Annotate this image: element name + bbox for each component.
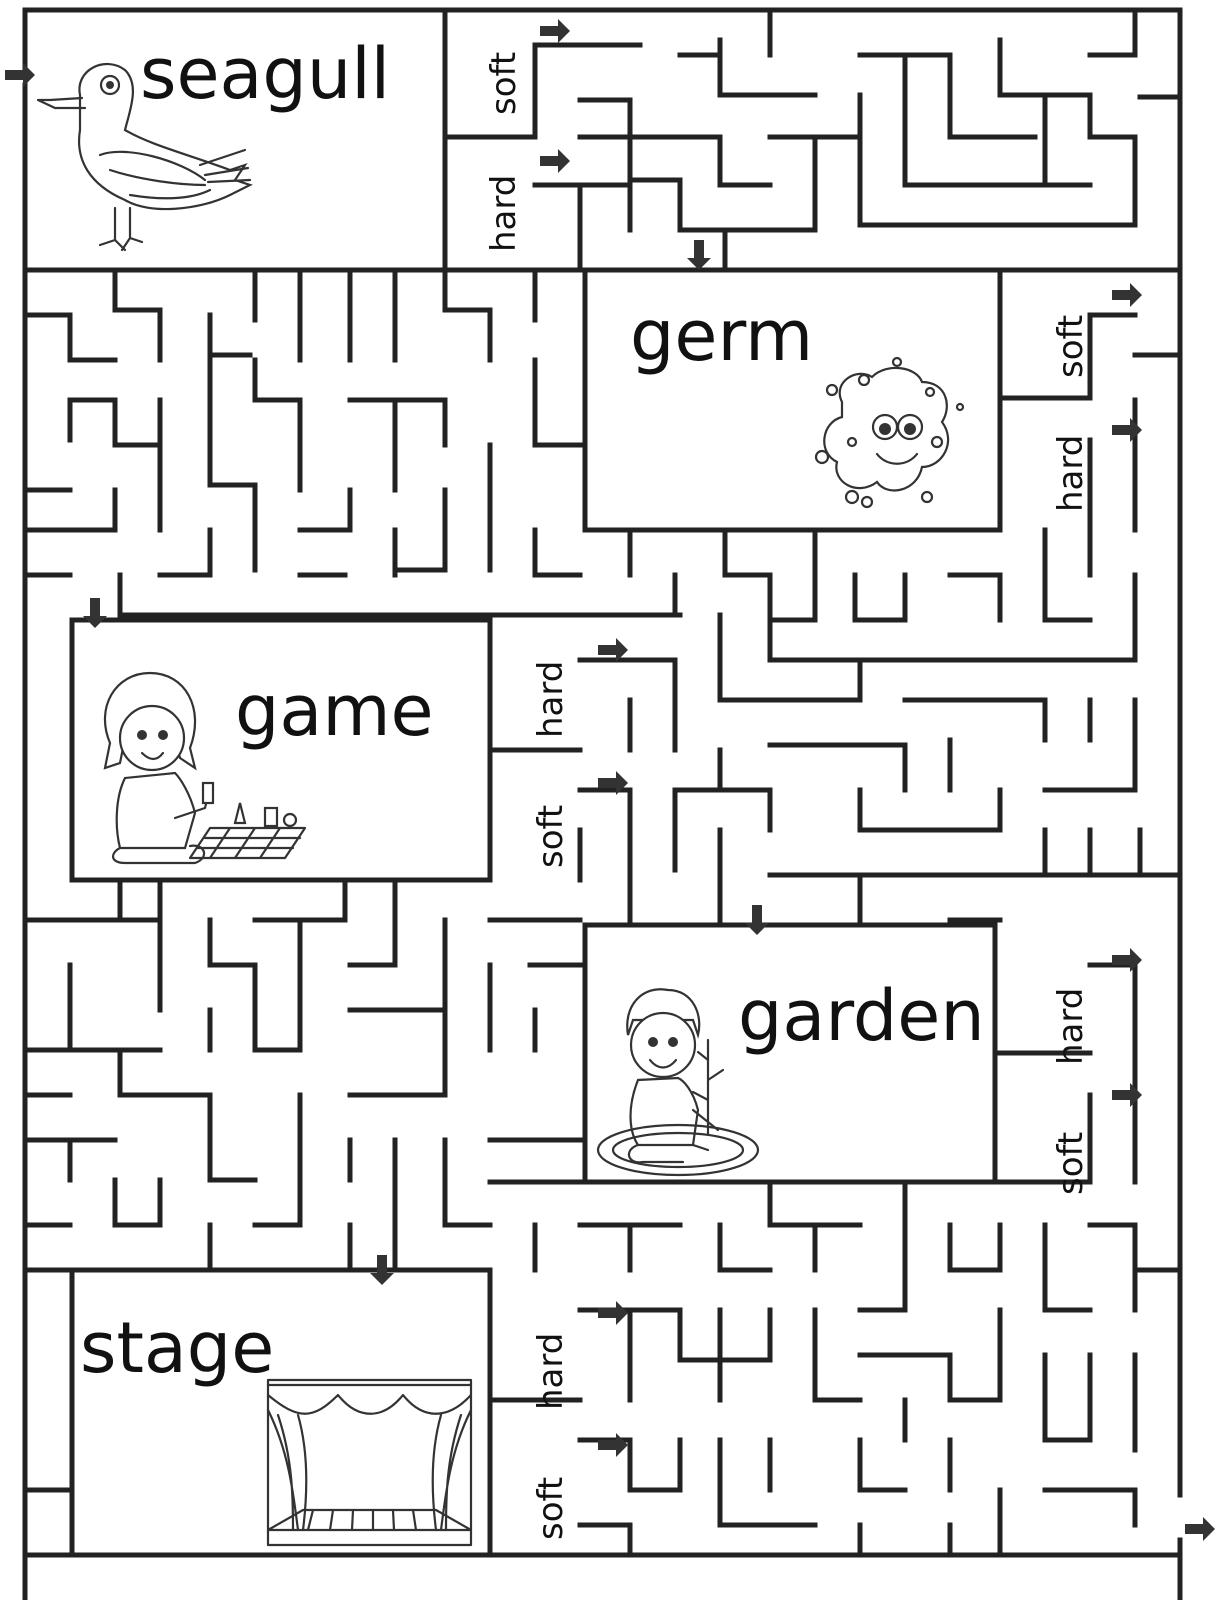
choice-germ-soft[interactable]: soft bbox=[1051, 314, 1091, 378]
arrow-icon bbox=[687, 240, 711, 270]
choice-seagull-soft[interactable]: soft bbox=[484, 51, 524, 115]
germ-picture bbox=[816, 358, 963, 507]
arrow-icon bbox=[1112, 283, 1142, 307]
stage-curtain-picture bbox=[268, 1380, 471, 1545]
choice-seagull-hard[interactable]: hard bbox=[484, 174, 524, 252]
start-arrow-icon[interactable] bbox=[5, 63, 35, 87]
arrow-icon bbox=[745, 905, 769, 935]
word-game: game bbox=[235, 670, 434, 752]
choice-garden-hard[interactable]: hard bbox=[1051, 987, 1091, 1065]
word-stage: stage bbox=[80, 1307, 275, 1389]
choice-garden-soft[interactable]: soft bbox=[1051, 1131, 1091, 1195]
choice-game-soft[interactable]: soft bbox=[531, 804, 571, 868]
choice-game-hard[interactable]: hard bbox=[531, 660, 571, 738]
word-garden: garden bbox=[738, 975, 985, 1057]
choice-stage-soft[interactable]: soft bbox=[531, 1476, 571, 1540]
choice-germ-hard[interactable]: hard bbox=[1051, 434, 1091, 512]
choice-stage-hard[interactable]: hard bbox=[531, 1332, 571, 1410]
finish-arrow-icon[interactable] bbox=[1185, 1517, 1215, 1541]
arrow-icon bbox=[540, 19, 570, 43]
word-seagull: seagull bbox=[140, 33, 391, 115]
arrow-icon bbox=[598, 1301, 628, 1325]
arrow-icon bbox=[540, 149, 570, 173]
arrow-icon bbox=[598, 1433, 628, 1457]
word-germ: germ bbox=[630, 295, 814, 377]
boy-gardening-picture bbox=[598, 989, 758, 1175]
arrow-icon bbox=[83, 598, 107, 628]
